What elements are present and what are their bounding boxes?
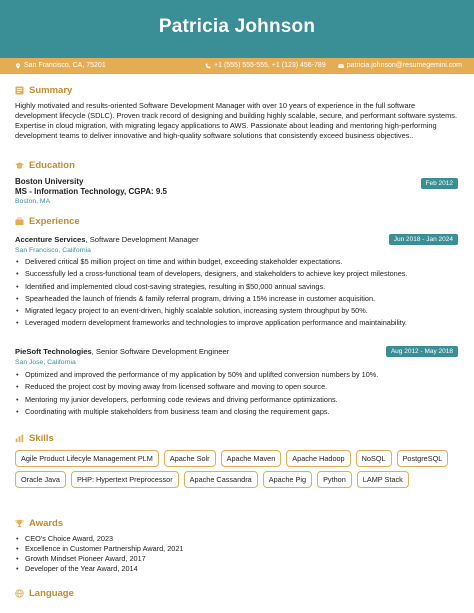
job-role: , Software Development Manager <box>85 235 199 244</box>
skills-title: Skills <box>29 433 54 444</box>
info-icon <box>15 86 24 95</box>
phone-text: +1 (555) 555-555, +1 (123) 456-789 <box>214 62 326 69</box>
awards-list <box>15 534 458 574</box>
skill-tag: Apache Maven <box>221 450 282 467</box>
list-item: • Reduced the project cost by moving away from licensed software and moving to open source. <box>15 381 458 393</box>
awards-title: Awards <box>29 518 64 529</box>
list-item: • Migrated legacy project to an event-driven, highly scalable solution, increasing system throughput by 50%. <box>15 305 458 317</box>
skills-heading <box>15 433 54 444</box>
skill-tag: Oracle Java <box>15 471 66 488</box>
language-heading <box>15 588 74 599</box>
skill-tag: PHP: Hypertext Preprocessor <box>71 471 179 488</box>
contact-bar <box>0 58 474 74</box>
header-banner <box>0 0 474 58</box>
skills-list <box>15 450 462 488</box>
list-item: • Identified and implemented cloud cost-saving strategies, resulting in $50,000 annual savings. <box>15 281 458 293</box>
trophy-icon <box>15 519 24 528</box>
job-bullets <box>15 369 458 418</box>
contact-location <box>15 62 106 69</box>
list-item: • Mentoring my junior developers, performing code reviews and driving performance optimizations. <box>15 394 458 406</box>
experience-heading <box>15 216 80 227</box>
company-name: Accenture Services <box>15 235 86 244</box>
degree: MS - Information Technology, CGPA: 9.5 <box>15 187 168 196</box>
list-item: • Excellence in Customer Partnership Award, 2021 <box>15 544 458 554</box>
skill-tag: Apache Pig <box>263 471 312 488</box>
map-pin-icon <box>15 63 21 69</box>
skill-tag: LAMP Stack <box>357 471 409 488</box>
job-date-badge: Jun 2018 - Jan 2024 <box>389 234 458 245</box>
education-heading <box>15 160 75 171</box>
skill-tag: NoSQL <box>356 450 392 467</box>
candidate-name: Patricia Johnson <box>158 16 316 37</box>
awards-heading <box>15 518 63 529</box>
globe-icon <box>15 589 24 598</box>
skill-tag: Agile Product Lifecyle Management PLM <box>15 450 159 467</box>
job-role: , Senior Software Development Engineer <box>91 347 230 356</box>
list-item: • Leveraged modern development frameworks and technologies to improve application performance and maintainability. <box>15 317 458 329</box>
skill-tag: Apache Solr <box>164 450 216 467</box>
list-item: • Optimized and improved the performance of my application by 50% and uplifted conversion numbers by 10%. <box>15 369 458 381</box>
skill-tag: Apache Cassandra <box>184 471 258 488</box>
briefcase-icon <box>15 217 24 226</box>
list-item: • Growth Mindset Pioneer Award, 2017 <box>15 554 458 564</box>
job-bullets <box>15 256 458 330</box>
summary-title: Summary <box>29 85 73 96</box>
skill-tag: Python <box>317 471 352 488</box>
summary-heading <box>15 85 72 96</box>
graduation-cap-icon <box>15 161 24 170</box>
summary-text: Highly motivated and results-oriented Software Development Manager with over 10 years of experience in the full software development lifecycle (SDLC). Proven track record of designing and building highly scalable, secure, and performant software systems. Expertise in cloud migration, with migrating legacy applications to AWS. Passionate about leading and mentoring high-performing development teams to deliver innovative and high-quality software solutions that consistently exceed business objectives.. <box>15 101 458 140</box>
list-item: • Successfully led a cross-functional team of developers, designers, and stakeholders to achieve key project milestones. <box>15 268 458 280</box>
school-location: Boston, MA <box>15 198 51 205</box>
list-item: • CEO's Choice Award, 2023 <box>15 534 458 544</box>
education-title: Education <box>29 160 75 171</box>
list-item: • Coordinating with multiple stakeholders from business team and closing the requirement gaps. <box>15 406 458 418</box>
phone-icon <box>205 63 211 69</box>
skill-tag: Apache Hadoop <box>286 450 350 467</box>
email-link[interactable]: patricia.johnson@resumegemini.com <box>346 62 462 69</box>
list-item: • Developer of the Year Award, 2014 <box>15 564 458 574</box>
list-item: • Spearheaded the launch of friends & family referral program, driving a 15% increase in customer acquisition. <box>15 293 458 305</box>
job-location: San Jose, California <box>15 359 76 366</box>
mail-icon <box>338 63 344 69</box>
job-location: San Francisco, California <box>15 247 91 254</box>
experience-title: Experience <box>29 216 80 227</box>
list-item: • Delivered critical $5 million project on time and within budget, exceeding stakeholder expectations. <box>15 256 458 268</box>
education-date-badge: Feb 2012 <box>421 178 458 189</box>
location-text: San Francisco, CA, 75201 <box>24 62 106 69</box>
job-date-badge: Aug 2012 - May 2018 <box>386 346 458 357</box>
company-name: PieSoft Technologies <box>15 347 92 356</box>
language-title: Language <box>29 588 74 599</box>
school-name: Boston University <box>15 177 84 186</box>
bar-chart-icon <box>15 434 24 443</box>
skill-tag: PostgreSQL <box>397 450 449 467</box>
